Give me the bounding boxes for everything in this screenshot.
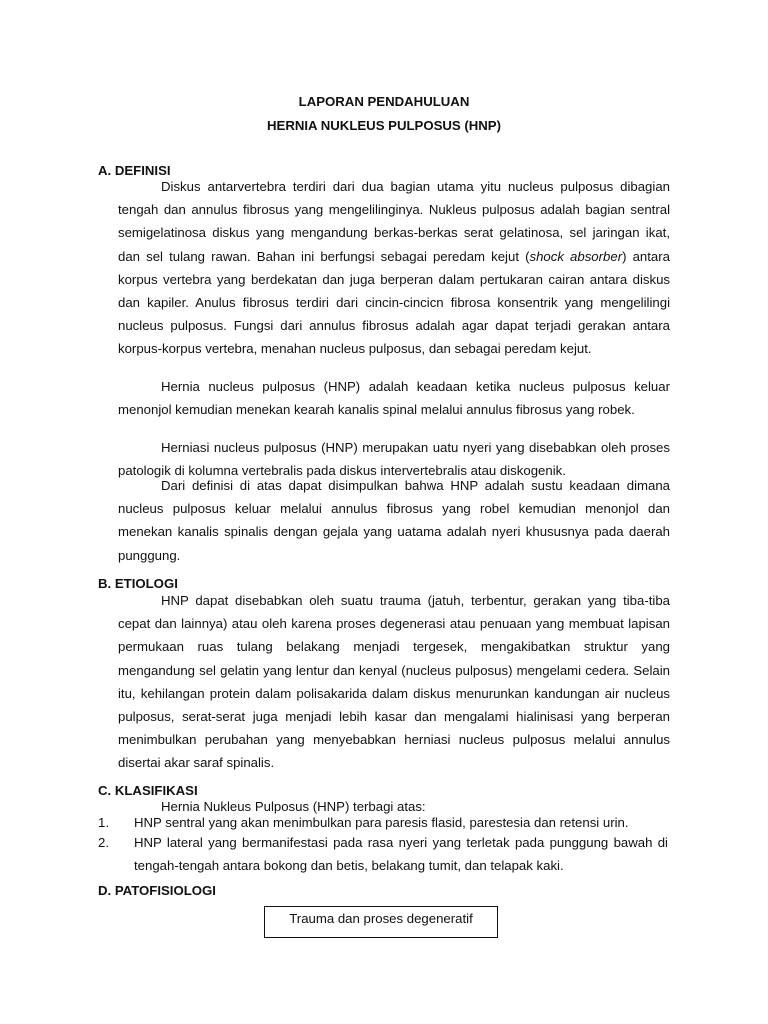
definisi-paragraph-4: Dari definisi di atas dapat disimpulkan bahwa HNP adalah sustu keadaan dimana nucleus pulposus keluar melalui annulus fibrosus yang robel kemudian menonjol dan menekan kanalis spinalis dengan gejala yang uatama adalah nyeri khususnya pada daerah punggung.: [118, 478, 670, 563]
list-item-number: 2.: [98, 835, 109, 850]
definisi-paragraph-1: [118, 175, 670, 361]
list-item-number: 1.: [98, 815, 109, 830]
list-item-text: HNP lateral yang bermanifestasi pada rasa nyeri yang terletak pada punggung bawah di tengah-tengah antara bokong dan betis, belakang tumit, dan telapak kaki.: [134, 835, 668, 873]
heading-definisi: A. DEFINISI: [98, 163, 171, 178]
heading-patofisiologi: D. PATOFISIOLOGI: [98, 883, 216, 898]
document-title-line2: HERNIA NUKLEUS PULPOSUS (HNP): [267, 118, 501, 133]
definisi-p1-text-b: ) antara korpus vertebra yang berdekatan dan juga berperan dalam pertukaran cairan antara diskus dan kapiler. Anulus fibrosus terdiri dari cincin-cincicn fibrosa konsentrik yang mengelilingi nucleus pulposus. Fungsi dari annulus fibrosus adalah agar dapat terjadi gerakan antara korpus-korpus vertebra, menahan nucleus pulposus, dan sebagai peredam kejut.: [118, 248, 670, 357]
list-item-text: HNP sentral yang akan menimbulkan para paresis flasid, parestesia dan retensi urin.: [134, 815, 629, 830]
definisi-p1-text-a: Diskus antarvertebra terdiri dari dua bagian utama yitu nucleus pulposus dibagian tengah dan annulus fibrosus yang mengelilinginya. Nukleus pulposus adalah bagian sentral semigelatinosa diskus yang mengandung berkas-berkas serat gelatinosa, sel jaringan ikat, dan sel tulang rawan. Bahan ini berfungsi sebagai peredam kejut (: [118, 179, 670, 264]
definisi-paragraph-2: Hernia nucleus pulposus (HNP) adalah keadaan ketika nucleus pulposus keluar menonjol kemudian menekan kearah kanalis spinal melalui annulus fibrosus yang robek.: [118, 379, 670, 418]
heading-klasifikasi: C. KLASIFIKASI: [98, 783, 198, 798]
definisi-paragraph-3: Herniasi nucleus pulposus (HNP) merupakan uatu nyeri yang disebabkan oleh proses patologik di kolumna vertebralis pada diskus intervertebralis atau diskogenik.: [118, 440, 670, 479]
klasifikasi-intro: Hernia Nukleus Pulposus (HNP) terbagi atas:: [161, 799, 426, 814]
heading-etiologi: B. ETIOLOGI: [98, 576, 178, 591]
etiologi-paragraph: HNP dapat disebabkan oleh suatu trauma (jatuh, terbentur, gerakan yang tiba-tiba cepat dan lainnya) atau oleh karena proses degenerasi atau penuaan yang membuat lapisan permukaan ruas tulang belakang menjadi tergesek, mengakibatkan struktur yang mengandung sel gelatin yang lentur dan kenyal (nucleus pulposus) mengelami cedera. Selain itu, kehilangan protein dalam polisakarida dalam diskus menurunkan kandungan air nucleus pulposus, serat-serat juga menjadi lebih kasar dan mengalami hialinisasi yang berperan menimbulkan perubahan yang menyebabkan herniasi nucleus pulposus melalui annulus disertai akar saraf spinalis.: [118, 593, 670, 771]
flowchart-box-trauma: Trauma dan proses degeneratif: [264, 906, 498, 938]
document-title-line1: LAPORAN PENDAHULUAN: [298, 94, 470, 109]
definisi-p1-italic: shock absorber: [529, 248, 623, 264]
